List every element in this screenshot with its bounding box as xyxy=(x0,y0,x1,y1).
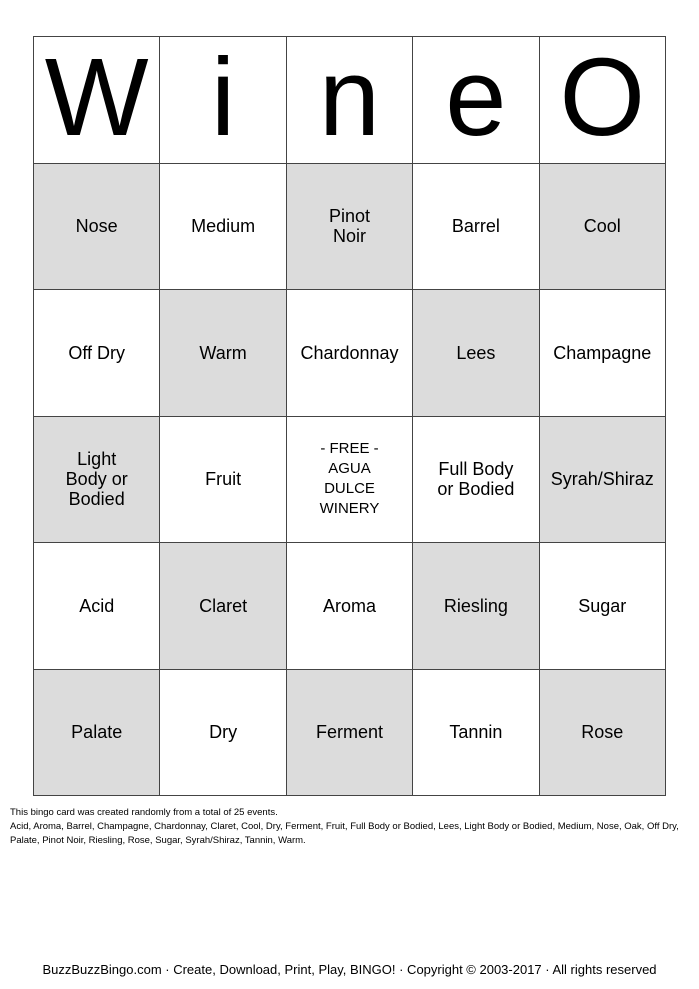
bingo-cell: Cool xyxy=(540,164,666,291)
bingo-cell: Pinot Noir xyxy=(287,164,413,291)
notes-summary: This bingo card was created randomly from a total of 25 events. xyxy=(10,807,278,818)
bingo-card xyxy=(33,36,666,796)
bingo-cell: Warm xyxy=(160,290,286,417)
bingo-cell: Nose xyxy=(34,164,160,291)
bingo-cell: Off Dry xyxy=(34,290,160,417)
page-footer: BuzzBuzzBingo.com · Create, Download, Print, Play, BINGO! · Copyright © 2003-2017 · All rights reserved xyxy=(42,962,657,977)
bingo-cell: Full Body or Bodied xyxy=(413,417,539,544)
bingo-cell: Aroma xyxy=(287,543,413,670)
bingo-cell: Sugar xyxy=(540,543,666,670)
bingo-cell: Light Body or Bodied xyxy=(34,417,160,544)
card-notes xyxy=(10,806,690,848)
bingo-cell: Rose xyxy=(540,670,666,797)
bingo-cell: Syrah/Shiraz xyxy=(540,417,666,544)
bingo-cell: Claret xyxy=(160,543,286,670)
header-letter-i: i xyxy=(160,37,286,164)
header-letter-w: W xyxy=(34,37,160,164)
bingo-cell: Chardonnay xyxy=(287,290,413,417)
bingo-cell: Medium xyxy=(160,164,286,291)
bingo-cell: Ferment xyxy=(287,670,413,797)
notes-event-list: Acid, Aroma, Barrel, Champagne, Chardonnay, Claret, Cool, Dry, Ferment, Fruit, Full Body or Bodied, Lees, Light Body or Bodied, Medium, Nose, Oak, Off Dry, Palate, Pinot Noir, Riesling, Rose, Sugar, Syrah/Shiraz, Tannin, Warm. xyxy=(10,821,679,846)
bingo-cell: Dry xyxy=(160,670,286,797)
bingo-cell: Champagne xyxy=(540,290,666,417)
bingo-cell: Lees xyxy=(413,290,539,417)
bingo-cell: Acid xyxy=(34,543,160,670)
bingo-cell: Palate xyxy=(34,670,160,797)
bingo-cell: Fruit xyxy=(160,417,286,544)
bingo-cell: Riesling xyxy=(413,543,539,670)
header-letter-e: e xyxy=(413,37,539,164)
header-letter-o: O xyxy=(540,37,666,164)
bingo-cell: Barrel xyxy=(413,164,539,291)
bingo-cell: Tannin xyxy=(413,670,539,797)
header-letter-n: n xyxy=(287,37,413,164)
free-space-cell: - FREE - AGUA DULCE WINERY xyxy=(287,417,413,544)
